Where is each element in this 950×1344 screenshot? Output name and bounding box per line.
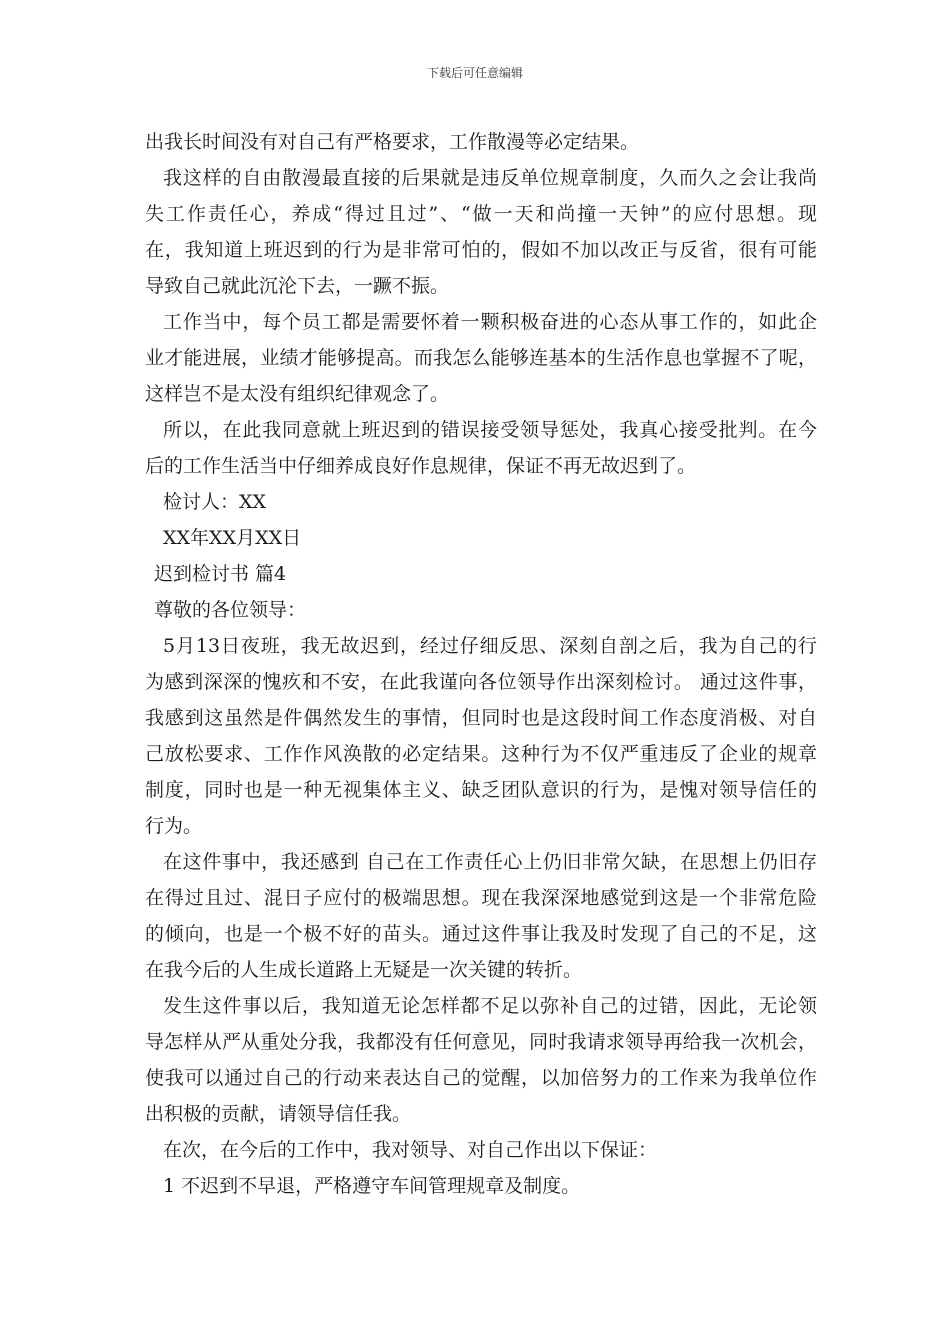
text-line: 出我长时间没有对自己有严格要求，工作散漫等必定结果。 — [145, 131, 640, 153]
text-line: 发生这件事以后，我知道无论怎样都不足以弥补自己的过错，因此，无论领 — [163, 995, 817, 1017]
text-line: 工作当中，每个员工都是需要怀着一颗积极奋进的心态从事工作的，如此企 — [163, 311, 817, 333]
text-line: 为感到深深的愧疚和不安，在此我谨向各位领导作出深刻检讨。 通过这件事， — [145, 671, 817, 693]
text-line: 这样岂不是太没有组织纪律观念了。 — [145, 383, 450, 405]
text-line: 出积极的贡献，请领导信任我。 — [145, 1103, 412, 1125]
text-line: 失工作责任心，养成“得过且过”、“做一天和尚撞一天钟”的应付思想。现 — [145, 203, 817, 225]
signature-line: 检讨人：XX — [163, 491, 267, 513]
text-line: 制度，同时也是一种无视集体主义、缺乏团队意识的行为，是愧对领导信任的 — [145, 779, 817, 801]
text-line: 我这样的自由散漫最直接的后果就是违反单位规章制度，久而久之会让我尚 — [163, 167, 817, 189]
text-line: 在这件事中，我还感到 自己在工作责任心上仍旧非常欠缺，在思想上仍旧存 — [163, 851, 817, 873]
text-line: 行为。 — [145, 815, 203, 837]
text-line: 在，我知道上班迟到的行为是非常可怕的，假如不加以改正与反省，很有可能 — [145, 239, 817, 261]
document-body — [145, 124, 817, 1204]
text-line: 在次，在今后的工作中，我对领导、对自己作出以下保证： — [163, 1139, 658, 1161]
salutation: 尊敬的各位领导： — [154, 599, 307, 621]
text-line: 使我可以通过自己的行动来表达自己的觉醒，以加倍努力的工作来为我单位作 — [145, 1067, 817, 1089]
text-line: 在我今后的人生成长道路上无疑是一次关键的转折。 — [145, 959, 583, 981]
text-line: 1 不迟到不早退，严格遵守车间管理规章及制度。 — [163, 1175, 581, 1197]
text-line: 后的工作生活当中仔细养成良好作息规律，保证不再无故迟到了。 — [145, 455, 697, 477]
page-header: 下载后可任意编辑 — [426, 66, 523, 80]
text-line: 己放松要求、工作作风涣散的必定结果。这种行为不仅严重违反了企业的规章 — [145, 743, 817, 765]
text-line: 我感到这虽然是件偶然发生的事情，但同时也是这段时间工作态度消极、对自 — [145, 707, 817, 729]
text-line: 业才能进展，业绩才能够提高。而我怎么能够连基本的生活作息也掌握不了呢， — [145, 347, 817, 369]
section-title: 迟到检讨书 篇4 — [154, 563, 287, 585]
text-line: 在得过且过、混日子应付的极端思想。现在我深深地感觉到这是一个非常危险 — [145, 887, 817, 909]
date-line: XX年XX月XX日 — [163, 527, 302, 549]
text-line: 5月13日夜班，我无故迟到，经过仔细反思、深刻自剖之后，我为自己的行 — [163, 635, 817, 657]
text-line: 导怎样从严从重处分我，我都没有任何意见，同时我请求领导再给我一次机会， — [145, 1031, 817, 1053]
text-line: 的倾向，也是一个极不好的苗头。通过这件事让我及时发现了自己的不足，这 — [145, 923, 817, 945]
text-line: 所以，在此我同意就上班迟到的错误接受领导惩处，我真心接受批判。在今 — [163, 419, 817, 441]
text-line: 导致自己就此沉沦下去，一蹶不振。 — [145, 275, 450, 297]
